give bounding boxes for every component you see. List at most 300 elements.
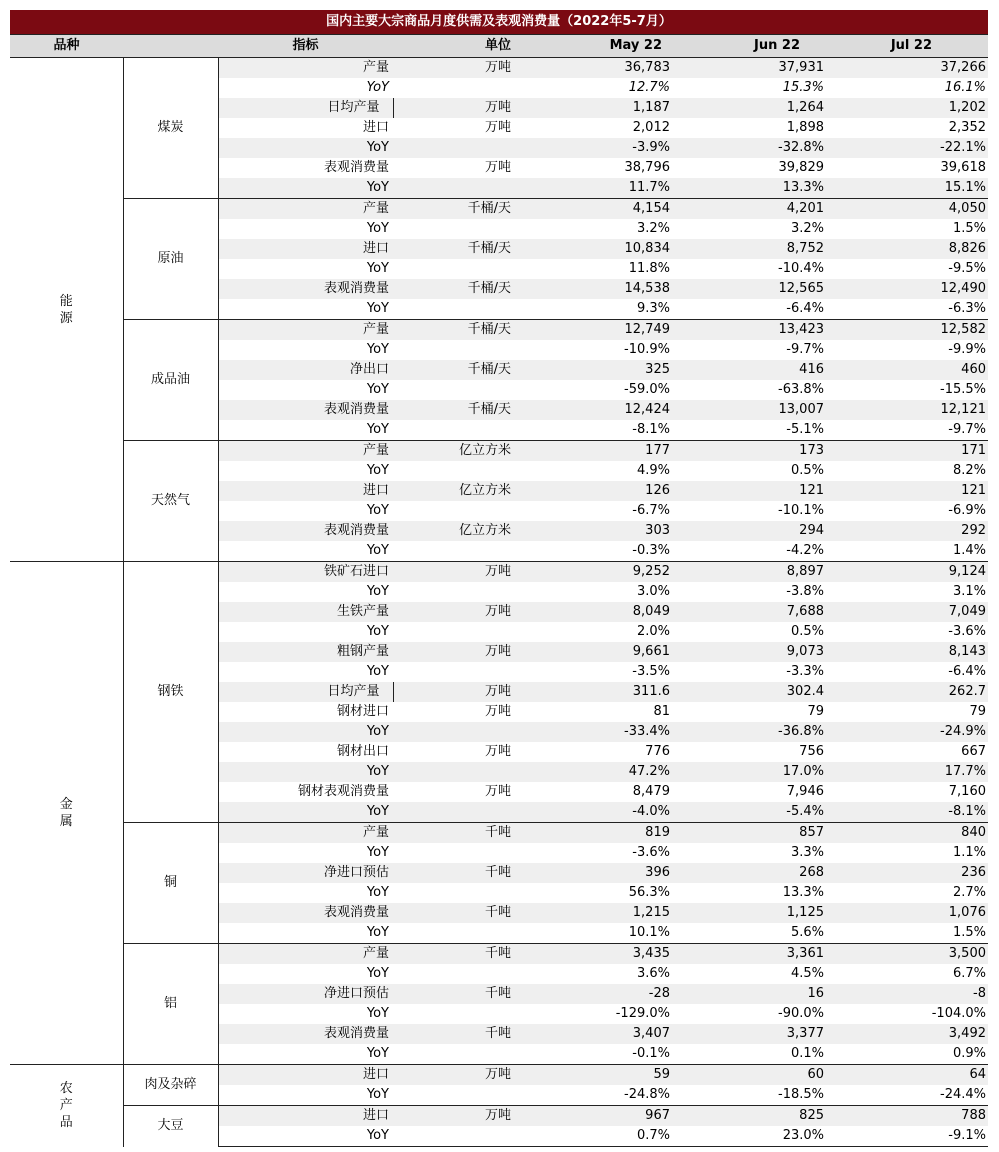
- indicator-label: 产量: [218, 441, 393, 462]
- unit-cell: [393, 380, 515, 400]
- unit-cell: 万吨: [393, 1106, 515, 1127]
- unit-cell: 千桶/天: [393, 239, 515, 259]
- subcategory-cell: 肉及杂碎: [123, 1065, 218, 1106]
- value-cell: 39,829: [778, 160, 824, 175]
- indicator-label: 表观消费量: [218, 400, 393, 420]
- value-cell: 4.9%: [636, 463, 670, 478]
- category-label: 能: [59, 293, 73, 309]
- unit-cell: 亿立方米: [393, 441, 515, 462]
- unit-cell: [393, 178, 515, 199]
- indicator-label: 钢材出口: [336, 744, 389, 759]
- value-cell: 967: [515, 1106, 672, 1127]
- value-cell: 79: [969, 704, 986, 719]
- value-cell: -24.8%: [624, 1087, 670, 1102]
- unit-cell: 万吨: [484, 784, 511, 799]
- unit-cell: [393, 762, 515, 782]
- value-cell: -104.0%: [931, 1006, 986, 1021]
- value-cell: 47.2%: [515, 762, 672, 782]
- value-cell: 126: [515, 481, 672, 501]
- unit-cell: 万吨: [393, 682, 515, 702]
- value-cell: 64: [826, 1065, 988, 1086]
- value-cell: -9.5%: [948, 261, 986, 276]
- indicator-label: 表观消费量: [218, 903, 393, 923]
- value-cell: 3.1%: [952, 584, 986, 599]
- unit-cell: [393, 420, 515, 441]
- indicator-label: 表观消费量: [218, 279, 393, 299]
- value-cell: 0.7%: [515, 1126, 672, 1147]
- indicator-label: 产量: [218, 320, 393, 341]
- indicator-label: YoY: [366, 342, 389, 357]
- unit-cell: 万吨: [484, 704, 511, 719]
- indicator-label: 净出口: [218, 360, 393, 380]
- value-cell: 9,124: [826, 562, 988, 583]
- unit-cell: 万吨: [484, 120, 511, 135]
- category-cell: [10, 562, 123, 1065]
- unit-cell: [393, 843, 515, 863]
- value-cell: 0.9%: [952, 1046, 986, 1061]
- commodity-table-container: [10, 10, 988, 1147]
- value-cell: 0.5%: [790, 463, 824, 478]
- value-cell: 79: [807, 704, 824, 719]
- value-cell: -36.8%: [672, 722, 826, 742]
- value-cell: 3,435: [515, 944, 672, 965]
- indicator-label: YoY: [366, 382, 389, 397]
- indicator-label: 产量: [218, 199, 393, 220]
- unit-cell: 千吨: [393, 903, 515, 923]
- value-cell: -24.4%: [940, 1087, 986, 1102]
- value-cell: 8,752: [672, 239, 826, 259]
- unit-cell: [393, 461, 515, 481]
- table-row: [10, 199, 988, 220]
- unit-cell: 万吨: [393, 1065, 515, 1086]
- value-cell: -33.4%: [515, 722, 672, 742]
- subcategory-cell: 天然气: [123, 441, 218, 562]
- value-cell: 4.5%: [790, 966, 824, 981]
- commodity-table: [10, 34, 988, 1147]
- value-cell: -6.4%: [786, 301, 824, 316]
- value-cell: 825: [672, 1106, 826, 1127]
- value-cell: -6.7%: [632, 503, 670, 518]
- unit-cell: [393, 501, 515, 521]
- unit-cell: [393, 299, 515, 320]
- indicator-label: 表观消费量: [323, 160, 389, 175]
- indicator-label: 铁矿石进口: [218, 562, 393, 583]
- unit-cell: [393, 582, 515, 602]
- indicator-label: YoY: [366, 503, 389, 518]
- category-label: 金: [59, 797, 73, 812]
- value-cell: 9,073: [672, 642, 826, 662]
- unit-cell: [393, 340, 515, 360]
- value-cell: 10.1%: [628, 925, 670, 940]
- value-cell: 667: [961, 744, 986, 759]
- value-cell: -59.0%: [624, 382, 670, 397]
- unit-cell: [393, 923, 515, 944]
- category-label: 农: [59, 1081, 73, 1097]
- value-cell: 11.8%: [628, 261, 670, 276]
- indicator-label: YoY: [366, 925, 389, 940]
- unit-cell: [393, 1004, 515, 1024]
- indicator-label: 日均产量: [218, 98, 393, 118]
- indicator-label: 产量: [218, 944, 393, 965]
- subcategory-cell: 铜: [123, 823, 218, 944]
- indicator-label: YoY: [218, 762, 393, 782]
- unit-cell: 千吨: [393, 1024, 515, 1044]
- subcategory-cell: 大豆: [123, 1106, 218, 1147]
- value-cell: 396: [515, 863, 672, 883]
- value-cell: 325: [515, 360, 672, 380]
- indicator-label: YoY: [366, 664, 389, 679]
- value-cell: 268: [672, 863, 826, 883]
- value-cell: -4.2%: [786, 543, 824, 558]
- value-cell: 121: [826, 481, 988, 501]
- indicator-label: YoY: [218, 138, 393, 158]
- value-cell: -3.8%: [786, 584, 824, 599]
- unit-cell: [393, 722, 515, 742]
- value-cell: 3,492: [826, 1024, 988, 1044]
- value-cell: -8: [826, 984, 988, 1004]
- value-cell: 9,661: [515, 642, 672, 662]
- indicator-label: YoY: [218, 178, 393, 199]
- value-cell: 0.1%: [790, 1046, 824, 1061]
- value-cell: 1,215: [515, 903, 672, 923]
- indicator-label: YoY: [366, 543, 389, 558]
- value-cell: 262.7: [826, 682, 988, 702]
- unit-cell: [393, 1044, 515, 1065]
- value-cell: -3.3%: [786, 664, 824, 679]
- value-cell: 37,931: [672, 58, 826, 79]
- indicator-label: 产量: [218, 58, 393, 79]
- indicator-label: 进口: [218, 481, 393, 501]
- value-cell: -22.1%: [826, 138, 988, 158]
- value-cell: -10.1%: [778, 503, 824, 518]
- unit-cell: 千桶/天: [393, 360, 515, 380]
- value-cell: 6.7%: [952, 966, 986, 981]
- indicator-label: YoY: [366, 1087, 389, 1102]
- value-cell: 3.0%: [636, 584, 670, 599]
- value-cell: 2.7%: [952, 885, 986, 900]
- value-cell: 3,500: [826, 944, 988, 965]
- unit-cell: [393, 219, 515, 239]
- value-cell: 8,897: [672, 562, 826, 583]
- table-row: [10, 562, 988, 583]
- indicator-label: YoY: [366, 463, 389, 478]
- indicator-label: 净进口预估: [218, 984, 393, 1004]
- header-jun: Jun 22: [672, 35, 826, 58]
- unit-cell: 亿立方米: [393, 521, 515, 541]
- indicator-label: 进口: [218, 1106, 393, 1127]
- value-cell: 7,160: [948, 784, 986, 799]
- indicator-label: YoY: [366, 1046, 389, 1061]
- value-cell: 13,007: [672, 400, 826, 420]
- value-cell: 173: [672, 441, 826, 462]
- table-row: [10, 320, 988, 341]
- value-cell: 3,361: [672, 944, 826, 965]
- value-cell: -5.4%: [672, 802, 826, 823]
- indicator-label: YoY: [218, 1126, 393, 1147]
- value-cell: -24.9%: [826, 722, 988, 742]
- category-cell: [10, 58, 123, 562]
- value-cell: 171: [826, 441, 988, 462]
- value-cell: 7,688: [672, 602, 826, 622]
- table-row: [10, 441, 988, 462]
- value-cell: 9.3%: [636, 301, 670, 316]
- indicator-label: 表观消费量: [218, 521, 393, 541]
- header-jul: Jul 22: [826, 35, 988, 58]
- indicator-label: 进口: [218, 239, 393, 259]
- value-cell: 1,187: [515, 98, 672, 118]
- value-cell: 12,424: [515, 400, 672, 420]
- value-cell: -5.1%: [786, 422, 824, 437]
- value-cell: 302.4: [672, 682, 826, 702]
- value-cell: 177: [515, 441, 672, 462]
- value-cell: 294: [672, 521, 826, 541]
- value-cell: -28: [515, 984, 672, 1004]
- indicator-label: YoY: [366, 885, 389, 900]
- value-cell: 0.5%: [790, 624, 824, 639]
- indicator-label: 生铁产量: [218, 602, 393, 622]
- value-cell: -4.0%: [515, 802, 672, 823]
- unit-cell: [393, 883, 515, 903]
- value-cell: 1,202: [826, 98, 988, 118]
- unit-cell: [393, 1126, 515, 1147]
- value-cell: 16: [672, 984, 826, 1004]
- unit-cell: [393, 662, 515, 682]
- value-cell: -0.3%: [632, 543, 670, 558]
- indicator-label: 产量: [218, 823, 393, 844]
- category-label: 源: [59, 310, 73, 326]
- unit-cell: [393, 964, 515, 984]
- value-cell: 2,352: [948, 120, 986, 135]
- value-cell: 13.3%: [672, 178, 826, 199]
- table-row: [10, 1106, 988, 1127]
- value-cell: 38,796: [624, 160, 670, 175]
- subcategory-cell: 钢铁: [123, 562, 218, 823]
- value-cell: 1.5%: [952, 925, 986, 940]
- value-cell: -9.7%: [948, 422, 986, 437]
- value-cell: 5.6%: [790, 925, 824, 940]
- unit-cell: 万吨: [393, 642, 515, 662]
- value-cell: 12,565: [672, 279, 826, 299]
- indicator-label: 粗钢产量: [218, 642, 393, 662]
- header-row: [10, 35, 988, 58]
- category-label: 品: [59, 1115, 73, 1131]
- indicator-label: 进口: [218, 1065, 393, 1086]
- value-cell: 4,154: [515, 199, 672, 220]
- value-cell: -3.6%: [632, 845, 670, 860]
- value-cell: 7,946: [786, 784, 824, 799]
- value-cell: 8,479: [632, 784, 670, 799]
- indicator-label: YoY: [366, 80, 389, 95]
- subcategory-cell: 原油: [123, 199, 218, 320]
- table-title: 国内主要大宗商品月度供需及表观消费量（2022年5-7月）: [10, 10, 988, 34]
- unit-cell: [393, 259, 515, 279]
- value-cell: 1.1%: [952, 845, 986, 860]
- value-cell: 857: [672, 823, 826, 844]
- value-cell: -129.0%: [615, 1006, 670, 1021]
- header-may: May 22: [515, 35, 672, 58]
- value-cell: 1,125: [672, 903, 826, 923]
- indicator-label: YoY: [366, 845, 389, 860]
- table-body: [10, 58, 988, 1147]
- unit-cell: 千桶/天: [393, 320, 515, 341]
- unit-cell: 千桶/天: [393, 400, 515, 420]
- unit-cell: [393, 541, 515, 562]
- value-cell: -18.5%: [778, 1087, 824, 1102]
- value-cell: -15.5%: [940, 382, 986, 397]
- value-cell: 12.7%: [628, 80, 670, 95]
- value-cell: 7,049: [826, 602, 988, 622]
- value-cell: 81: [653, 704, 670, 719]
- value-cell: 10,834: [515, 239, 672, 259]
- value-cell: -3.6%: [948, 624, 986, 639]
- value-cell: 8.2%: [952, 463, 986, 478]
- category-label: 属: [59, 814, 73, 829]
- value-cell: 14,538: [515, 279, 672, 299]
- value-cell: -90.0%: [778, 1006, 824, 1021]
- category-cell: [10, 1065, 123, 1147]
- value-cell: 1,898: [786, 120, 824, 135]
- unit-cell: [393, 622, 515, 642]
- value-cell: 17.0%: [672, 762, 826, 782]
- indicator-label: YoY: [218, 802, 393, 823]
- unit-cell: 万吨: [393, 58, 515, 79]
- value-cell: -9.9%: [948, 342, 986, 357]
- unit-cell: 亿立方米: [393, 481, 515, 501]
- value-cell: 3,377: [672, 1024, 826, 1044]
- value-cell: 756: [799, 744, 824, 759]
- value-cell: 4,050: [826, 199, 988, 220]
- value-cell: 311.6: [515, 682, 672, 702]
- value-cell: -0.1%: [632, 1046, 670, 1061]
- value-cell: 8,049: [515, 602, 672, 622]
- unit-cell: 千吨: [393, 944, 515, 965]
- value-cell: 16.1%: [944, 80, 986, 95]
- value-cell: 1.5%: [952, 221, 986, 236]
- header-category: 品种: [10, 35, 123, 58]
- indicator-label: YoY: [366, 1006, 389, 1021]
- indicator-label: 日均产量: [218, 682, 393, 702]
- value-cell: -9.7%: [786, 342, 824, 357]
- value-cell: 12,749: [515, 320, 672, 341]
- value-cell: -8.1%: [826, 802, 988, 823]
- unit-cell: 千桶/天: [393, 279, 515, 299]
- value-cell: 3.6%: [636, 966, 670, 981]
- indicator-label: YoY: [366, 221, 389, 236]
- value-cell: 9,252: [515, 562, 672, 583]
- indicator-label: 进口: [362, 120, 389, 135]
- table-row: [10, 58, 988, 79]
- unit-cell: 万吨: [484, 744, 511, 759]
- indicator-label: 表观消费量: [218, 1024, 393, 1044]
- value-cell: 416: [672, 360, 826, 380]
- indicator-label: 钢材进口: [336, 704, 389, 719]
- subcategory-cell: 铝: [123, 944, 218, 1065]
- indicator-label: 钢材表观消费量: [297, 784, 389, 799]
- value-cell: 11.7%: [515, 178, 672, 199]
- indicator-label: YoY: [366, 261, 389, 276]
- value-cell: 303: [515, 521, 672, 541]
- indicator-label: YoY: [366, 584, 389, 599]
- value-cell: 13.3%: [782, 885, 824, 900]
- value-cell: 2,012: [632, 120, 670, 135]
- value-cell: 1,264: [672, 98, 826, 118]
- unit-cell: 万吨: [484, 160, 511, 175]
- unit-cell: [393, 138, 515, 158]
- value-cell: 36,783: [515, 58, 672, 79]
- value-cell: 1,076: [826, 903, 988, 923]
- table-row: [10, 944, 988, 965]
- unit-cell: 万吨: [393, 562, 515, 583]
- table-row: [10, 1065, 988, 1086]
- value-cell: 819: [515, 823, 672, 844]
- value-cell: 15.3%: [782, 80, 824, 95]
- value-cell: 776: [645, 744, 670, 759]
- value-cell: 15.1%: [826, 178, 988, 199]
- table-row: [10, 823, 988, 844]
- category-label: 产: [59, 1098, 73, 1114]
- unit-cell: 万吨: [393, 602, 515, 622]
- header-spacer: [123, 35, 218, 58]
- value-cell: 17.7%: [826, 762, 988, 782]
- value-cell: -32.8%: [672, 138, 826, 158]
- indicator-label: YoY: [366, 301, 389, 316]
- unit-cell: [393, 78, 515, 98]
- unit-cell: 千吨: [393, 863, 515, 883]
- value-cell: 56.3%: [628, 885, 670, 900]
- value-cell: 37,266: [826, 58, 988, 79]
- unit-cell: 千吨: [393, 984, 515, 1004]
- value-cell: 292: [826, 521, 988, 541]
- value-cell: 2.0%: [636, 624, 670, 639]
- value-cell: 1.4%: [952, 543, 986, 558]
- value-cell: 3.2%: [636, 221, 670, 236]
- value-cell: 3.2%: [790, 221, 824, 236]
- value-cell: 12,121: [826, 400, 988, 420]
- unit-cell: 万吨: [393, 98, 515, 118]
- value-cell: -10.9%: [624, 342, 670, 357]
- value-cell: 12,490: [826, 279, 988, 299]
- value-cell: 8,826: [826, 239, 988, 259]
- value-cell: 8,143: [826, 642, 988, 662]
- subcategory-cell: 成品油: [123, 320, 218, 441]
- value-cell: -10.4%: [778, 261, 824, 276]
- value-cell: 60: [672, 1065, 826, 1086]
- header-unit: 单位: [393, 35, 515, 58]
- value-cell: -9.1%: [826, 1126, 988, 1147]
- header-indicator: 指标: [218, 35, 393, 58]
- value-cell: 12,582: [826, 320, 988, 341]
- indicator-label: YoY: [366, 966, 389, 981]
- value-cell: 788: [826, 1106, 988, 1127]
- indicator-label: YoY: [366, 624, 389, 639]
- value-cell: 121: [672, 481, 826, 501]
- value-cell: 59: [515, 1065, 672, 1086]
- indicator-label: YoY: [366, 422, 389, 437]
- value-cell: -3.9%: [515, 138, 672, 158]
- value-cell: 39,618: [940, 160, 986, 175]
- value-cell: 13,423: [672, 320, 826, 341]
- value-cell: 840: [826, 823, 988, 844]
- value-cell: 460: [826, 360, 988, 380]
- subcategory-cell: 煤炭: [123, 58, 218, 199]
- unit-cell: 千桶/天: [393, 199, 515, 220]
- value-cell: -8.1%: [632, 422, 670, 437]
- value-cell: -6.9%: [948, 503, 986, 518]
- value-cell: -6.4%: [948, 664, 986, 679]
- unit-cell: [393, 1085, 515, 1106]
- value-cell: -63.8%: [778, 382, 824, 397]
- unit-cell: [393, 802, 515, 823]
